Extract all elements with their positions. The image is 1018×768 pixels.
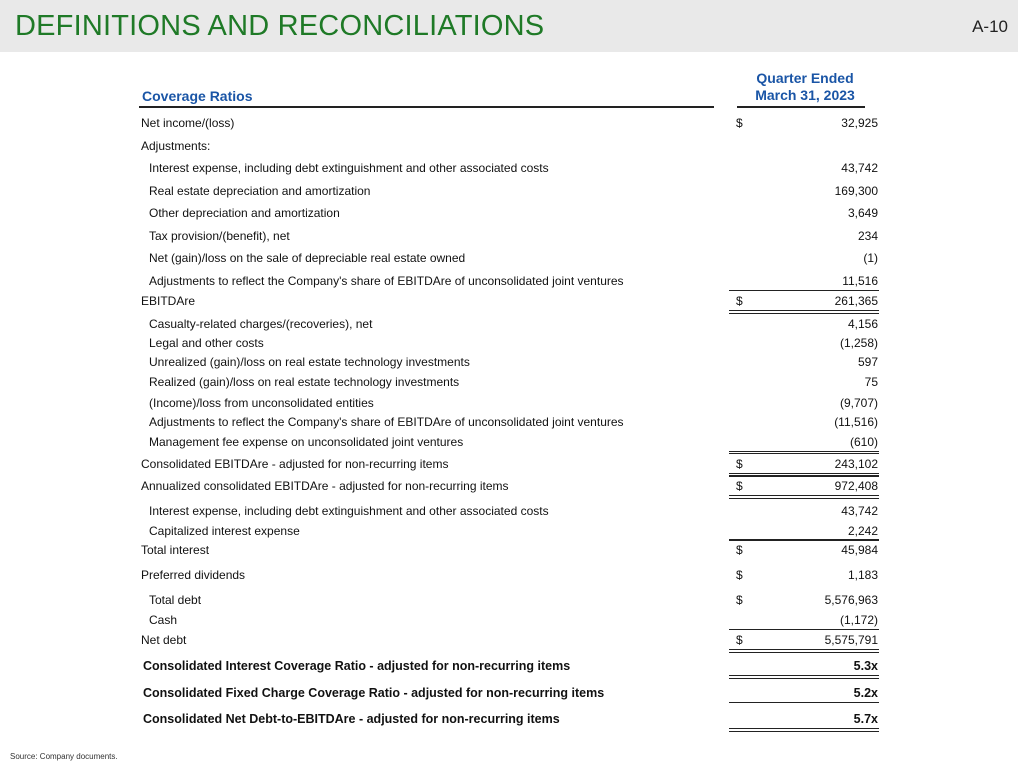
table-row — [0, 182, 1018, 200]
table-row — [0, 433, 1018, 451]
row-label: Total interest — [141, 543, 210, 557]
source-note: Source: Company documents. — [10, 752, 118, 761]
table-row — [0, 137, 1018, 155]
dollar-sign: $ — [736, 633, 743, 647]
row-value: (9,707) — [839, 396, 878, 410]
table-row — [0, 394, 1018, 412]
section-title: Coverage Ratios — [142, 88, 253, 104]
table-row — [0, 204, 1018, 222]
row-value: 261,365 — [834, 294, 878, 308]
row-value: 5.2x — [853, 686, 878, 700]
page-number: A-10 — [972, 17, 1008, 36]
row-label: Annualized consolidated EBITDAre - adjusted for non-recurring items — [141, 479, 509, 493]
row-value: 234 — [857, 229, 878, 243]
row-value: 43,742 — [841, 504, 878, 518]
dollar-sign: $ — [736, 457, 743, 471]
row-label: Other depreciation and amortization — [149, 206, 340, 220]
table-row — [0, 272, 1018, 290]
row-label: Net debt — [141, 633, 187, 647]
row-value: 75 — [864, 375, 878, 389]
subtotal-rule — [729, 629, 879, 630]
table-row — [0, 334, 1018, 352]
row-label: Consolidated Net Debt-to-EBITDAre - adjusted for non-recurring items — [143, 712, 560, 726]
row-label: Consolidated Fixed Charge Coverage Ratio - adjusted for non-recurring items — [143, 686, 605, 700]
table-row — [0, 292, 1018, 310]
subtotal-rule — [729, 453, 879, 454]
table-row — [0, 522, 1018, 540]
total-rule — [729, 313, 879, 314]
row-value: (1,258) — [839, 336, 878, 350]
row-value: 5.3x — [853, 659, 878, 673]
row-label: Interest expense, including debt extinguishment and other associated costs — [149, 161, 549, 175]
row-value: 1,183 — [847, 568, 878, 582]
column-header-line1: Quarter Ended — [756, 70, 854, 86]
table-row — [0, 315, 1018, 333]
dollar-sign: $ — [736, 593, 743, 607]
dollar-sign: $ — [736, 543, 743, 557]
row-label: Cash — [149, 613, 178, 627]
row-value: (610) — [849, 435, 878, 449]
table-row — [0, 227, 1018, 245]
row-label: Adjustments to reflect the Company's share of EBITDAre of unconsolidated joint ventures — [149, 415, 624, 429]
total-rule — [729, 498, 879, 499]
table-row — [0, 631, 1018, 649]
subtotal-rule — [729, 290, 879, 291]
row-label: Net (gain)/loss on the sale of depreciable real estate owned — [149, 251, 466, 265]
total-rule — [729, 310, 879, 311]
row-value: 45,984 — [841, 543, 878, 557]
table-row — [0, 684, 1018, 702]
dollar-sign: $ — [736, 116, 743, 130]
row-value: 43,742 — [841, 161, 878, 175]
total-rule — [729, 728, 879, 729]
row-label: Consolidated Interest Coverage Ratio - adjusted for non-recurring items — [143, 659, 571, 673]
total-rule — [729, 678, 879, 679]
row-value: 5.7x — [853, 712, 878, 726]
page-title: DEFINITIONS AND RECONCILIATIONS — [15, 10, 545, 42]
row-label: Consolidated EBITDAre - adjusted for non-recurring items — [141, 457, 449, 471]
row-value: 5,576,963 — [824, 593, 878, 607]
row-label: EBITDAre — [141, 294, 196, 308]
row-label: Tax provision/(benefit), net — [149, 229, 290, 243]
row-value: 3,649 — [847, 206, 878, 220]
row-value: 169,300 — [834, 184, 878, 198]
subtotal-rule — [729, 475, 879, 476]
row-label: Adjustments: — [141, 139, 211, 153]
total-rule — [729, 731, 879, 732]
table-row — [0, 477, 1018, 495]
row-label: (Income)/loss from unconsolidated entities — [149, 396, 374, 410]
table-row — [0, 413, 1018, 431]
row-value: (1) — [863, 251, 878, 265]
table-row — [0, 353, 1018, 371]
row-value: 243,102 — [834, 457, 878, 471]
table-row — [0, 591, 1018, 609]
table-row — [0, 159, 1018, 177]
row-label: Net income/(loss) — [141, 116, 235, 130]
row-label: Unrealized (gain)/loss on real estate technology investments — [149, 355, 470, 369]
row-value: 972,408 — [834, 479, 878, 493]
row-label: Capitalized interest expense — [149, 524, 300, 538]
total-rule — [729, 652, 879, 653]
row-label: Interest expense, including debt extinguishment and other associated costs — [149, 504, 549, 518]
row-label: Casualty-related charges/(recoveries), net — [149, 317, 373, 331]
dollar-sign: $ — [736, 568, 743, 582]
table-row — [0, 455, 1018, 473]
column-header-line2: March 31, 2023 — [755, 87, 855, 103]
row-value: 32,925 — [841, 116, 878, 130]
table-row — [0, 114, 1018, 132]
row-label: Realized (gain)/loss on real estate technology investments — [149, 375, 460, 389]
row-label: Legal and other costs — [149, 336, 264, 350]
subtotal-rule — [729, 539, 879, 540]
total-rule — [729, 702, 879, 703]
total-rule — [729, 649, 879, 650]
row-label: Adjustments to reflect the Company's share of EBITDAre of unconsolidated joint ventures — [149, 274, 624, 288]
row-label: Real estate depreciation and amortization — [149, 184, 371, 198]
row-value: 597 — [857, 355, 878, 369]
total-rule — [729, 675, 879, 676]
table-row — [0, 249, 1018, 267]
row-value: 11,516 — [842, 274, 878, 288]
row-label: Preferred dividends — [141, 568, 246, 582]
table-row — [0, 611, 1018, 629]
dollar-sign: $ — [736, 294, 743, 308]
table-row — [0, 657, 1018, 675]
table-row — [0, 373, 1018, 391]
total-rule — [729, 451, 879, 452]
row-value: 2,242 — [847, 524, 878, 538]
row-value: 5,575,791 — [824, 633, 878, 647]
total-rule — [729, 495, 879, 496]
row-label: Management fee expense on unconsolidated joint ventures — [149, 435, 464, 449]
row-label: Total debt — [149, 593, 202, 607]
table-row — [0, 566, 1018, 584]
table-row — [0, 502, 1018, 520]
total-rule — [729, 473, 879, 474]
dollar-sign: $ — [736, 479, 743, 493]
row-value: (11,516) — [834, 415, 878, 429]
table-row — [0, 710, 1018, 728]
row-value: (1,172) — [839, 613, 878, 627]
table-row — [0, 541, 1018, 559]
row-value: 4,156 — [847, 317, 878, 331]
